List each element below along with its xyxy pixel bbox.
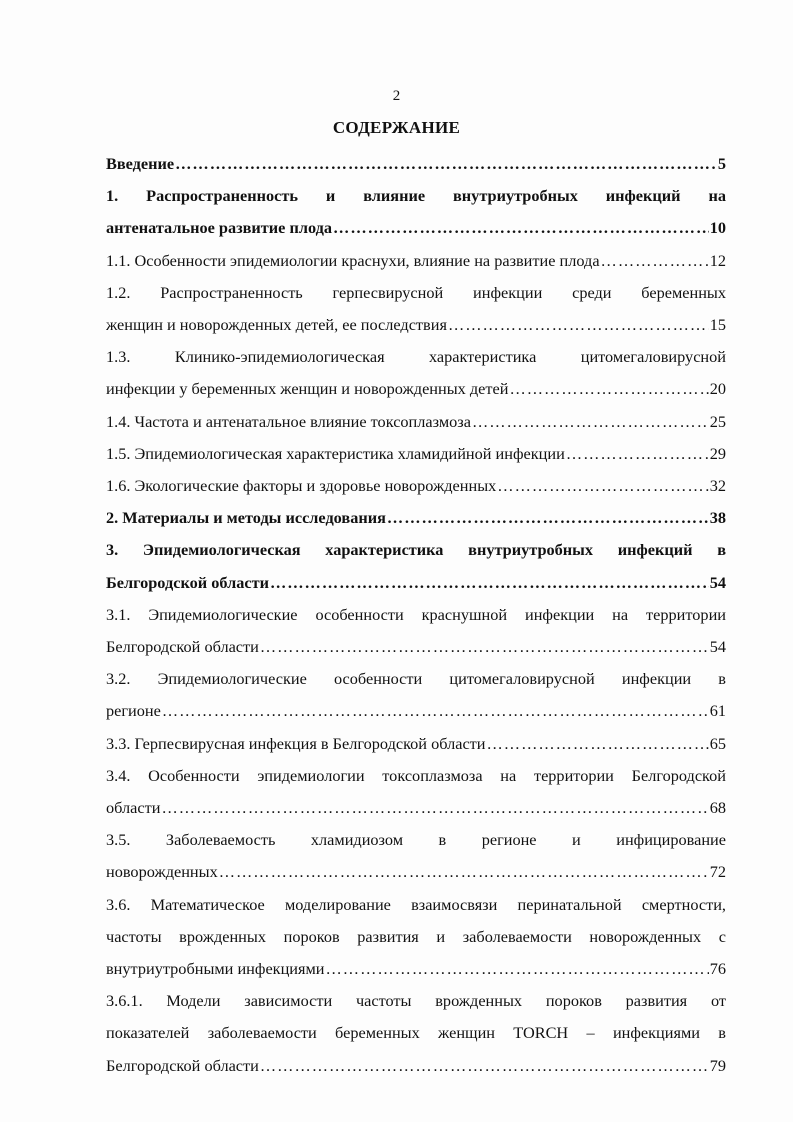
toc-entry-line [106, 728, 726, 760]
dot-leader [260, 1050, 709, 1082]
toc-entry [106, 341, 726, 405]
toc-entry [106, 148, 726, 180]
toc-entry-line [106, 245, 726, 277]
toc-entry-title: женщин и новорожденных детей, ее последствия [106, 315, 447, 335]
toc-entry [106, 663, 726, 727]
toc-entry-title: 3.3. Герпесвирусная инфекция в Белгородской области [106, 733, 486, 753]
toc-page-number: 25 [709, 411, 726, 431]
toc-entry-title: Белгородской области [106, 572, 269, 592]
toc-entry-title: инфекции у беременных женщин и новорожденных детей [106, 379, 509, 399]
toc-page-number: 15 [709, 315, 726, 335]
toc-page-number: 5 [717, 154, 726, 173]
toc-page-number: 12 [709, 250, 726, 270]
toc-page-number: 54 [709, 637, 726, 657]
toc-entry-line [106, 212, 726, 244]
toc-entry-line [106, 309, 726, 341]
toc-entry [106, 824, 726, 888]
toc-entry-line: 1.3. Клинико-эпидемиологическая характеристика цитомегаловирусной [106, 347, 726, 367]
toc-page-number: 65 [709, 733, 726, 753]
toc-entry-line: 1.2. Распространенность герпесвирусной инфекции среди беременных [106, 282, 726, 302]
dot-leader [219, 856, 709, 888]
toc-entry-line [106, 567, 726, 599]
toc-entry-line [106, 792, 726, 824]
toc-page-number: 61 [709, 701, 726, 721]
toc-entry-title: Белгородской области [106, 637, 259, 657]
toc-entry-line: 3.2. Эпидемиологические особенности цитомегаловирусной инфекции в [106, 669, 726, 689]
dot-leader [270, 567, 709, 599]
toc-page-number: 68 [709, 798, 726, 818]
toc-entry-line [106, 438, 726, 470]
toc-entry-title: регионе [106, 701, 161, 721]
toc-entry-line [106, 470, 726, 502]
toc-entry [106, 245, 726, 277]
toc-entry-line [106, 373, 726, 405]
toc-entry [106, 502, 726, 534]
table-of-contents [106, 148, 726, 1082]
toc-entry [106, 599, 726, 663]
dot-leader [387, 502, 709, 534]
toc-entry-line [106, 406, 726, 438]
toc-entry [106, 180, 726, 244]
toc-entry-line [106, 502, 726, 534]
toc-entry-title: 1.1. Особенности эпидемиологии краснухи, влияние на развитие плода [106, 250, 600, 270]
toc-entry-line: 3.6.1. Модели зависимости частоты врожденных пороков развития от [106, 991, 726, 1011]
dot-leader [161, 792, 708, 824]
toc-page-number: 76 [709, 959, 726, 979]
toc-entry-line [106, 631, 726, 663]
toc-entry-title: антенатальное развитие плода [106, 218, 333, 238]
toc-entry [106, 760, 726, 824]
dot-leader [509, 373, 708, 405]
dot-leader [175, 148, 717, 180]
toc-entry-line: 3.1. Эпидемиологические особенности краснушной инфекции на территории [106, 604, 726, 624]
toc-entry [106, 728, 726, 760]
toc-entry-line [106, 148, 726, 180]
toc-entry-line [106, 695, 726, 727]
dot-leader [497, 470, 708, 502]
dot-leader [448, 309, 709, 341]
toc-entry-title: новорожденных [106, 862, 218, 882]
toc-page-number: 72 [709, 862, 726, 882]
toc-entry-title: 2. Материалы и методы исследования [106, 508, 386, 528]
toc-entry [106, 277, 726, 341]
toc-entry-line: 3.5. Заболеваемость хламидиозом в регионе и инфицирование [106, 830, 726, 850]
toc-page-number: 20 [709, 379, 726, 399]
toc-entry-title: 1.6. Экологические факторы и здоровье новорожденных [106, 476, 497, 496]
dot-leader [260, 631, 709, 663]
toc-entry-title: 1.5. Эпидемиологическая характеристика хламидийной инфекции [106, 443, 565, 463]
toc-entry-line: 3. Эпидемиологическая характеристика внутриутробных инфекций в [106, 540, 726, 560]
dot-leader [162, 695, 709, 727]
dot-leader [566, 438, 709, 470]
toc-entry-line: 3.6. Математическое моделирование взаимосвязи перинатальной смертности, [106, 894, 726, 914]
toc-entry [106, 889, 726, 986]
dot-leader [333, 212, 709, 244]
toc-page-number: 10 [709, 218, 726, 238]
toc-entry [106, 406, 726, 438]
toc-page-number: 32 [709, 476, 726, 496]
toc-entry-line [106, 1050, 726, 1082]
toc-page-number: 29 [709, 443, 726, 463]
dot-leader [487, 728, 709, 760]
toc-entry-title: 1.4. Частота и антенатальное влияние токсоплазмоза [106, 411, 471, 431]
toc-entry-line: частоты врожденных пороков развития и заболеваемости новорожденных с [106, 926, 726, 946]
toc-entry-title: внутриутробными инфекциями [106, 959, 325, 979]
toc-entry-title: Белгородской области [106, 1055, 259, 1075]
toc-page-number: 54 [709, 572, 726, 592]
page-number: 2 [392, 88, 401, 104]
toc-entry-title: области [106, 798, 161, 818]
toc-entry [106, 985, 726, 1082]
toc-entry-line [106, 856, 726, 888]
toc-entry-line: показателей заболеваемости беременных женщин TORCH – инфекциями в [106, 1023, 726, 1043]
dot-leader [326, 953, 709, 985]
dot-leader [472, 406, 709, 438]
dot-leader [601, 245, 709, 277]
toc-entry-line [106, 953, 726, 985]
toc-entry-title: Введение [106, 154, 175, 173]
toc-entry [106, 534, 726, 598]
toc-entry [106, 470, 726, 502]
toc-page-number: 79 [709, 1055, 726, 1075]
toc-entry [106, 438, 726, 470]
toc-title: СОДЕРЖАНИЕ [332, 118, 461, 137]
toc-entry-line: 3.4. Особенности эпидемиологии токсоплазмоза на территории Белгородской [106, 765, 726, 785]
toc-page-number: 38 [709, 508, 726, 528]
toc-entry-line: 1. Распространенность и влияние внутриутробных инфекций на [106, 186, 726, 206]
